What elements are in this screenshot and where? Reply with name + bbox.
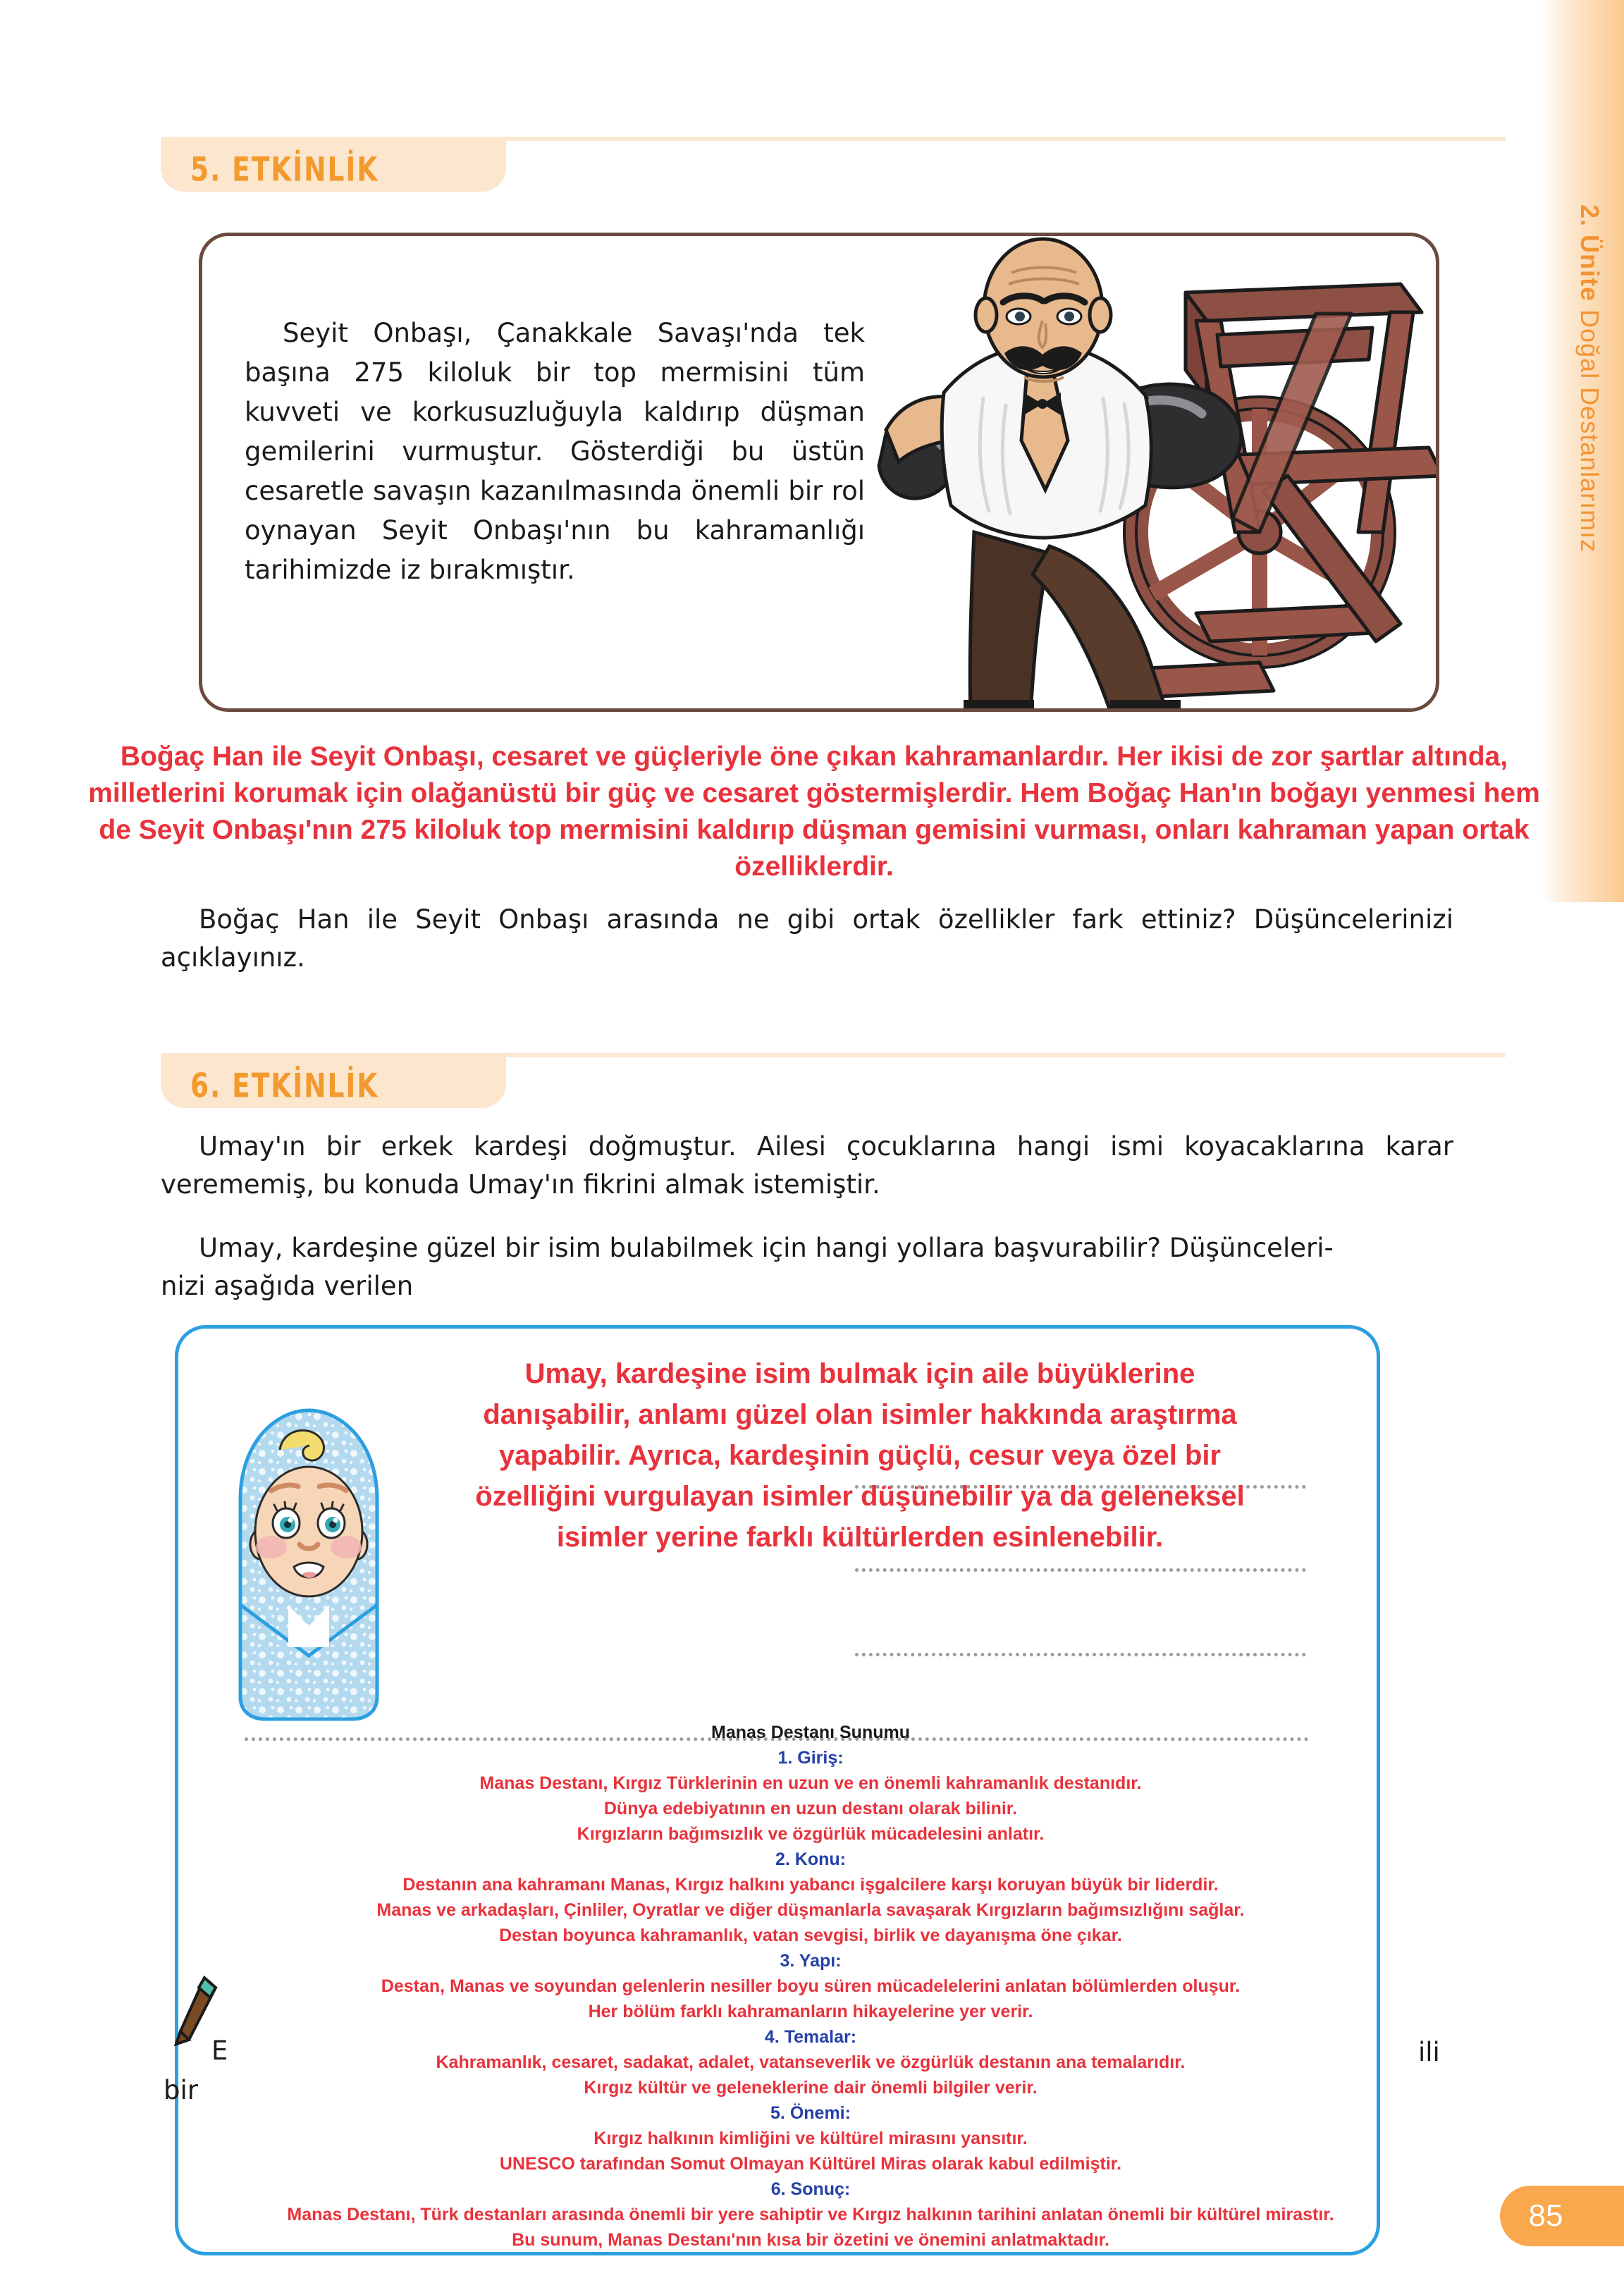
unit-name: Doğal Destanlarımız bbox=[1575, 302, 1604, 553]
manas-heading: 6. Sonuç: bbox=[770, 2179, 851, 2199]
activity5-answer-text: Boğaç Han ile Seyit Onbaşı, cesaret ve güçleriyle öne çıkan kahramanlardır. Her ikisi de zor şartlar altında, milletlerini korumak için olağanüstü bir güç ve cesaret göstermişlerdir. Hem Boğaç Han'ın boğayı yenmesi hem de Seyit Onbaşı'nın 275 kiloluk top mermisini kaldırıp düşman gemisini vurması, onları kahraman yapan ortak özelliklerdir. bbox=[88, 741, 1540, 882]
activity6-paragraph-2-line-2: nizi aşağıda verilen bbox=[161, 1271, 414, 1301]
swaddled-baby-illustration bbox=[221, 1393, 397, 1725]
manas-line: Kırgız kültür ve geleneklerine dair önemli bilgiler verir. bbox=[584, 2078, 1038, 2098]
text-fragment-right: ili bbox=[1418, 2037, 1440, 2067]
manas-line: Dünya edebiyatının en uzun destanı olarak bilinir. bbox=[603, 1799, 1018, 1818]
activity6-paragraph-2-line-1: Umay, kardeşine güzel bir isim bulabilmek için hangi yollara başvurabilir? Düşünceleri- bbox=[199, 1233, 1334, 1263]
manas-line: Bu sunum, Manas Destanı'nın kısa bir özetini ve önemini anlatmaktadır. bbox=[512, 2230, 1109, 2250]
activity5-label: 5. ETKİNLİK bbox=[190, 151, 379, 190]
manas-heading: 3. Yapı: bbox=[780, 1951, 842, 1971]
manas-line: Manas ve arkadaşları, Çinliler, Oyratlar ve diğer düşmanlarla savaşarak Kırgızların bağımsızlığını sağlar. bbox=[376, 1900, 1245, 1920]
page-number: 85 bbox=[1528, 2198, 1563, 2233]
manas-line: Kahramanlık, cesaret, sadakat, adalet, vatanseverlik ve özgürlük destanın ana temalarıdır. bbox=[436, 2052, 1186, 2072]
text-fragment-left-top: E bbox=[211, 2036, 228, 2066]
manas-heading: 2. Konu: bbox=[775, 1849, 846, 1869]
manas-heading: 1. Giriş: bbox=[777, 1748, 844, 1768]
activity6-paragraph-1-text: Umay'ın bir erkek kardeşi doğmuştur. Ailesi çocuklarına hangi ismi koyacaklarına karar verememiş, bu konuda Umay'ın fikrini almak istemiştir. bbox=[161, 1131, 1453, 1200]
unit-number: 2. Ünite bbox=[1575, 204, 1604, 302]
page-number-badge bbox=[1500, 2186, 1624, 2246]
text-fragment-left-bottom: bir bbox=[164, 2075, 198, 2105]
manas-heading: 4. Temalar: bbox=[764, 2027, 857, 2047]
manas-line: Kırgızların bağımsızlık ve özgürlük mücadelesini anlatır. bbox=[577, 1824, 1045, 1844]
writing-line bbox=[855, 1568, 1306, 1572]
activity5-story-text bbox=[245, 314, 865, 590]
activity6-paragraph-2 bbox=[161, 1229, 1453, 1305]
unit-label bbox=[1575, 204, 1604, 553]
manas-line: Manas Destanı, Kırgız Türklerinin en uzun ve en önemli kahramanlık destanıdır. bbox=[479, 1773, 1142, 1793]
manas-heading: 5. Önemi: bbox=[770, 2103, 851, 2123]
activity6-answer-text: Umay, kardeşine isim bulmak için aile büyüklerine danışabilir, anlamı güzel olan isimler hakkında araştırma yapabilir. Ayrıca, kardeşinin güçlü, cesur veya özel bir özelliğini vurgulayan isimler düşünebilir ya da geleneksel isimler yerine farklı kültürlerden esinlenebilir. bbox=[475, 1358, 1245, 1553]
manas-line: Destanın ana kahramanı Manas, Kırgız halkını yabancı işgalcilere karşı koruyan büyük bir liderdir. bbox=[402, 1875, 1219, 1895]
writing-line bbox=[855, 1653, 1306, 1656]
manas-line: Destan boyunca kahramanlık, vatan sevgisi, birlik ve dayanışma öne çıkar. bbox=[499, 1926, 1122, 1945]
manas-presentation bbox=[92, 1720, 1530, 2253]
activity5-question bbox=[161, 901, 1453, 977]
activity6-paragraph-1 bbox=[161, 1128, 1453, 1204]
manas-line: Her bölüm farklı kahramanların hikayelerine yer verir. bbox=[588, 2002, 1033, 2021]
seyit-onbasi-illustration bbox=[865, 233, 1439, 712]
activity5-question-text: Boğaç Han ile Seyit Onbaşı arasında ne gibi ortak özellikler fark ettiniz? Düşüncelerinizi açıklayınız. bbox=[161, 904, 1453, 973]
manas-line: Manas Destanı, Türk destanları arasında önemli bir yere sahiptir ve Kırgız halkının tarihini anlatan önemli bir kültürel mirastır. bbox=[287, 2205, 1334, 2224]
manas-line: UNESCO tarafından Somut Olmayan Kültürel Miras olarak kabul edilmiştir. bbox=[499, 2154, 1122, 2174]
activity5-story-card bbox=[199, 233, 1439, 712]
manas-line: Destan, Manas ve soyundan gelenlerin nesiller boyu süren mücadelelerini anlatan bölümlerden oluşur. bbox=[381, 1976, 1241, 1996]
manas-line: Kırgız halkının kimliğini ve kültürel mirasını yansıtır. bbox=[593, 2129, 1028, 2148]
activity5-story-body: Seyit Onbaşı, Çanakkale Savaşı'nda tek başına 275 kiloluk bir top mermisini tüm kuvveti ve korkusuzluğuyla kaldırıp düşman gemilerini vurmuştur. Gösterdiği bu üstün cesaretle savaşın kazanılmasında önemli bir rol oynayan Seyit Onbaşı'nın bu kahramanlığı tarihimizde iz bırakmıştır. bbox=[245, 318, 865, 585]
activity6-label: 6. ETKİNLİK bbox=[190, 1067, 379, 1106]
manas-title: Manas Destanı Sunumu bbox=[711, 1723, 910, 1742]
